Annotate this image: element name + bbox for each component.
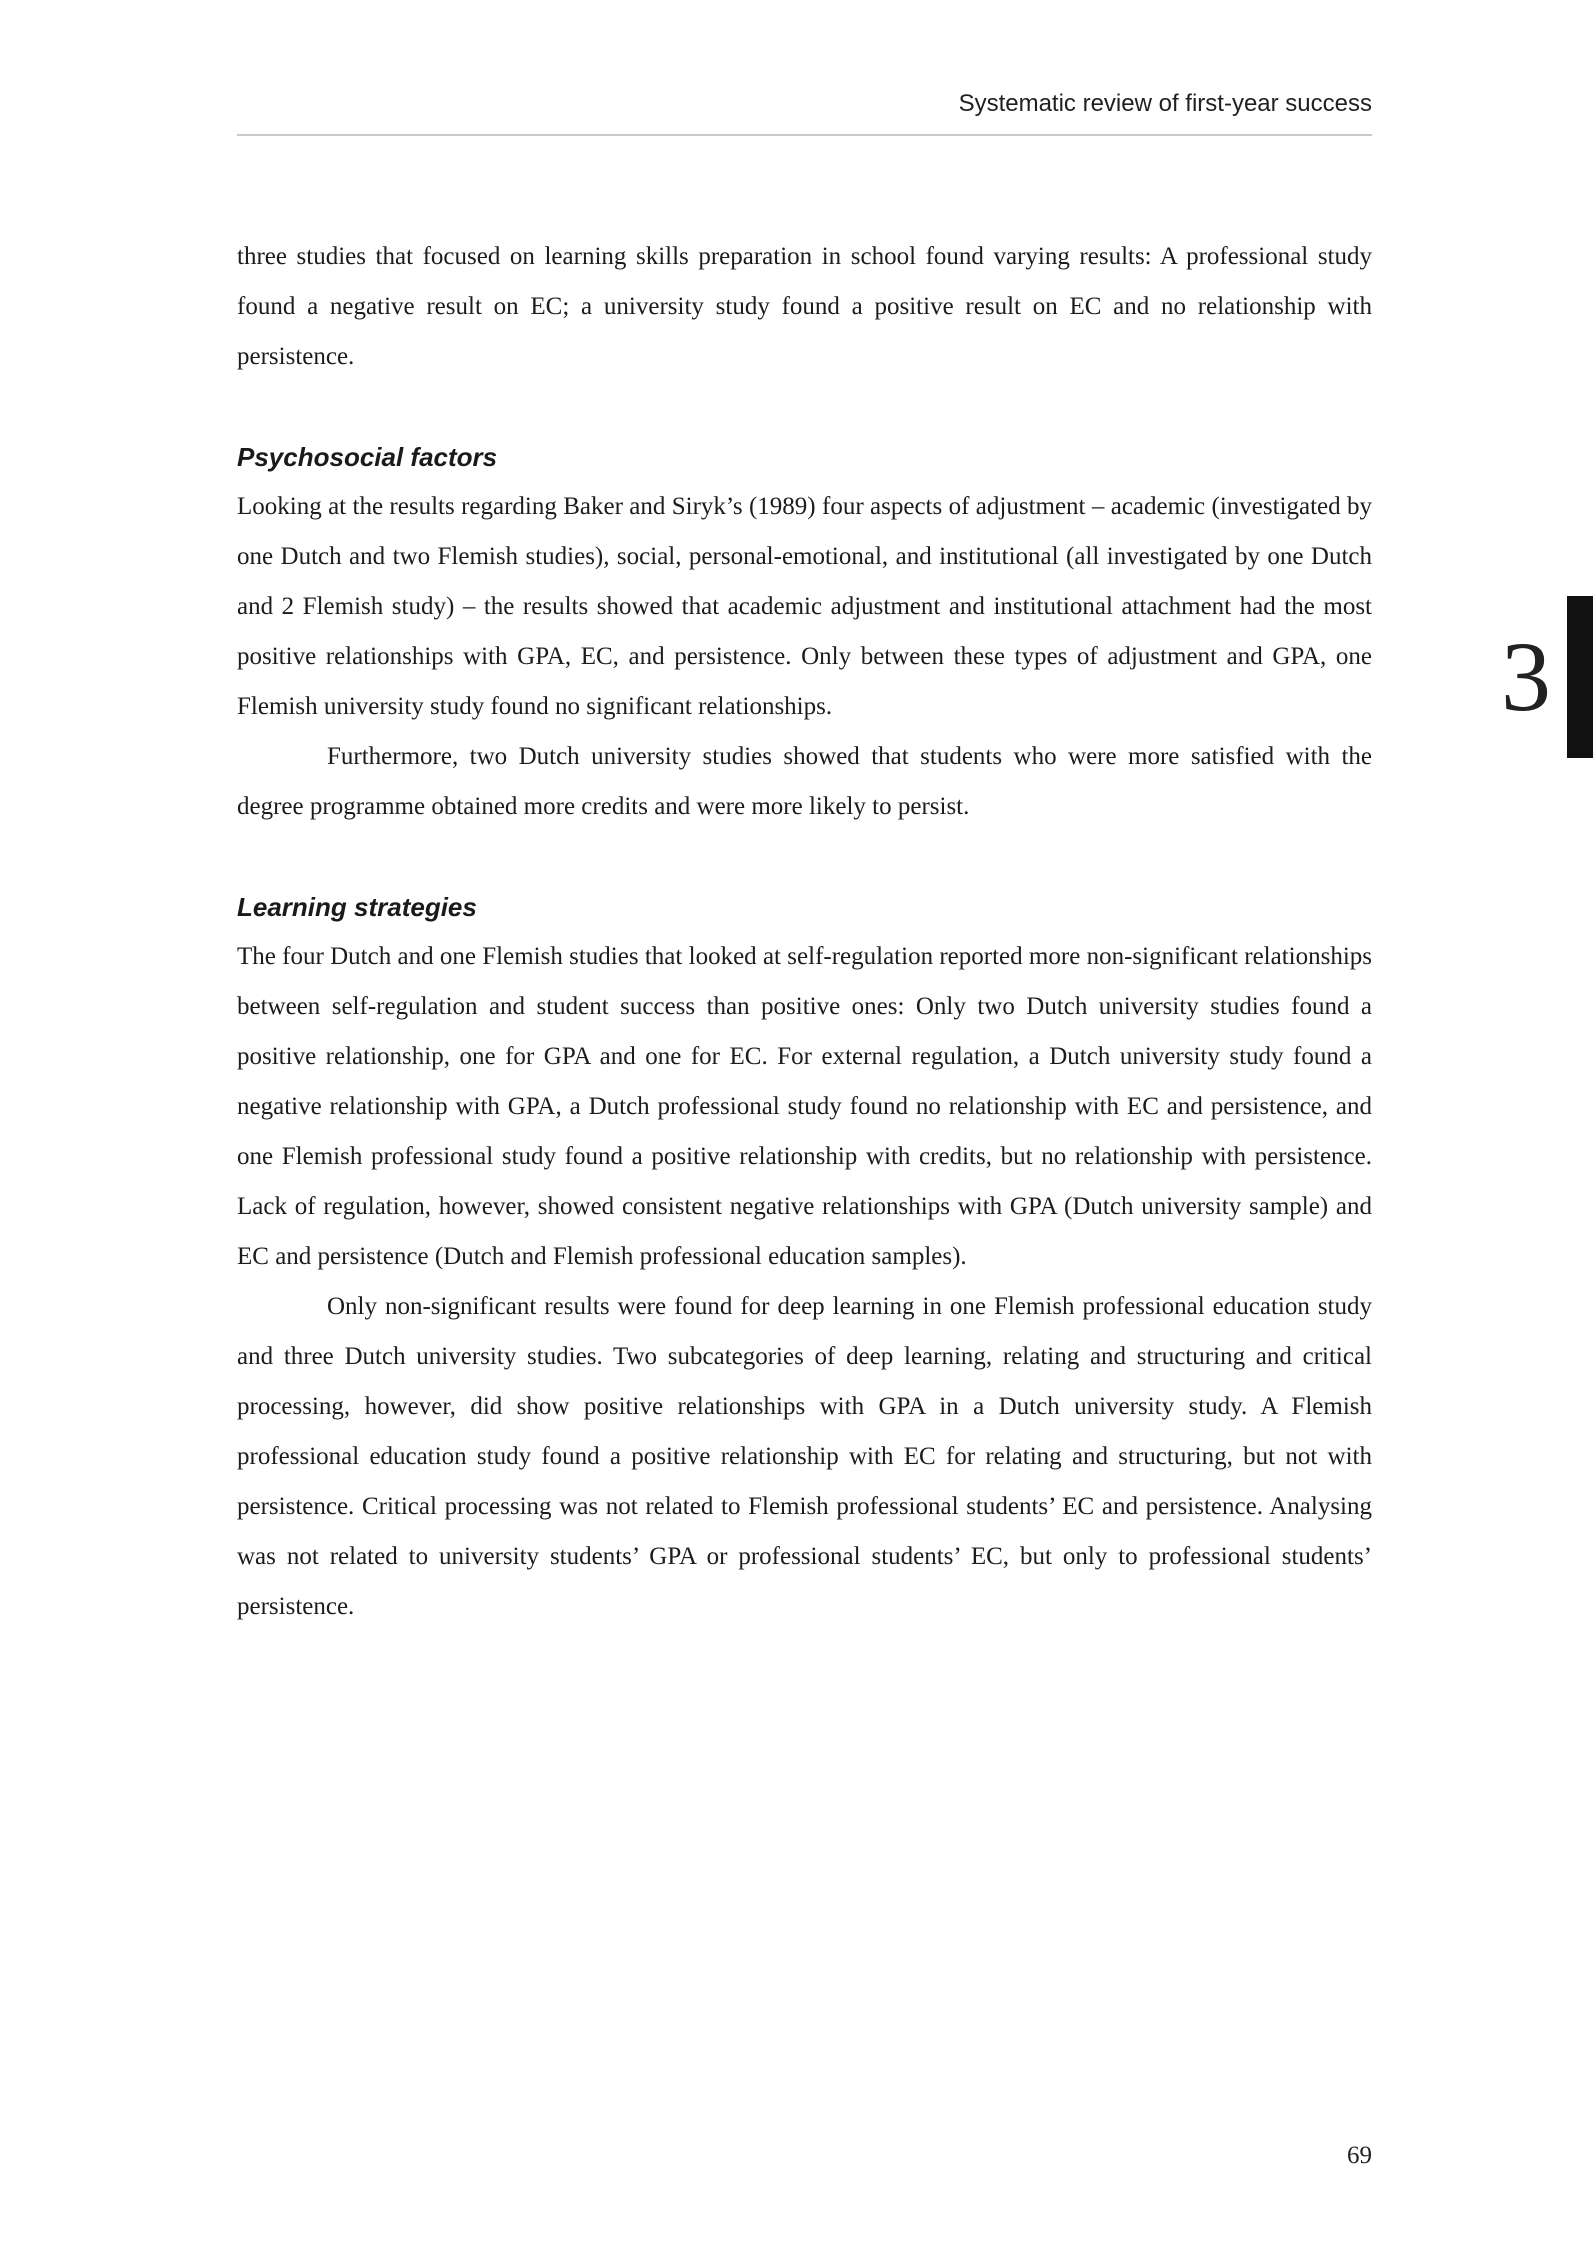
section-heading-psychosocial-factors: Psychosocial factors: [237, 442, 498, 472]
chapter-number: 3: [1501, 621, 1551, 732]
paragraph-learning-2: Only non-significant results were found for deep learning in one Flemish professional education study and three Dutch university studies. Two subcategories of deep learning, relating and structuring and critical processing, however, did show positive relationships with GPA in a Dutch university study. A Flemish professional education study found a positive relationship with EC for relating and structuring, but not with persistence. Critical processing was not related to Flemish professional students’ EC and persistence. Analysing was not related to university students’ GPA or professional students’ EC, but only to professional students’ persistence.: [237, 1293, 1372, 1620]
paragraph-psychosocial-1: Looking at the results regarding Baker and Siryk’s (1989) four aspects of adjustment – academic (investigated by one Dutch and two Flemish studies), social, personal-emotional, and institutional (all investigated by one Dutch and 2 Flemish study) – the results showed that academic adjustment and institutional attachment had the most positive relationships with GPA, EC, and persistence. Only between these types of adjustment and GPA, one Flemish university study found no significant relationships.: [237, 493, 1372, 720]
running-head-title: Systematic review of first-year success: [958, 90, 1372, 117]
section-heading-learning-strategies: Learning strategies: [237, 892, 477, 922]
page-number: 69: [1347, 2142, 1372, 2169]
paragraph-learning-1: The four Dutch and one Flemish studies that looked at self-regulation reported more non-significant relationships between self-regulation and student success than positive ones: Only two Dutch university studies found a positive relationship, one for GPA and one for EC. For external regulation, a Dutch university study found a negative relationship with GPA, a Dutch professional study found no relationship with EC and persistence, and one Flemish professional study found a positive relationship with credits, but no relationship with persistence. Lack of regulation, however, showed consistent negative relationships with GPA (Dutch university sample) and EC and persistence (Dutch and Flemish professional education samples).: [237, 943, 1372, 1270]
body-text-block: [237, 232, 1372, 1632]
paragraph-psychosocial-2: Furthermore, two Dutch university studies showed that students who were more satisfied with the degree programme obtained more credits and were more likely to persist.: [237, 743, 1372, 820]
intro-paragraph: three studies that focused on learning skills preparation in school found varying results: A professional study found a negative result on EC; a university study found a positive result on EC and no relationship with persistence.: [237, 243, 1372, 370]
chapter-tab-bar: [1567, 596, 1593, 758]
header-rule: [237, 134, 1372, 136]
